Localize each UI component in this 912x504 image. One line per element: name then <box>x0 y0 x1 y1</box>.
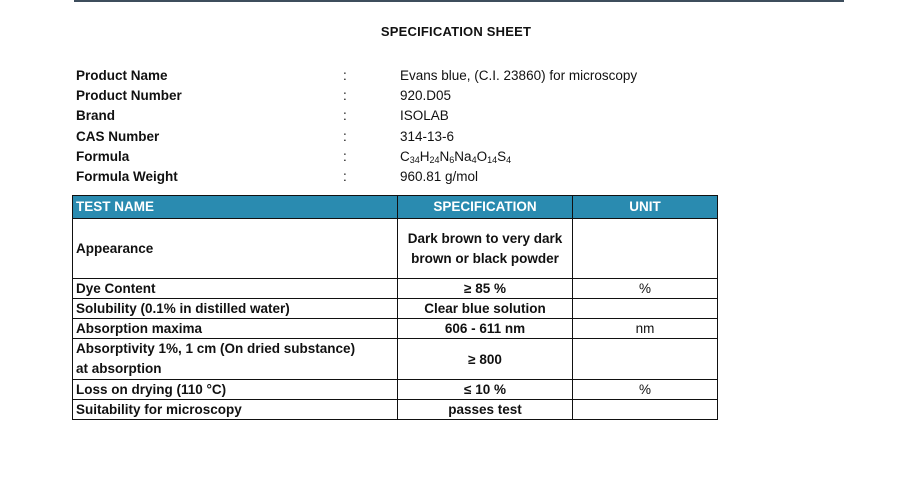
table-row <box>73 299 718 319</box>
unit-value <box>573 339 718 380</box>
table-row <box>73 279 718 299</box>
spec-value: ≥ 85 % <box>398 279 573 299</box>
unit-value <box>573 400 718 420</box>
info-colon: : <box>343 168 347 184</box>
info-label: Formula Weight <box>76 168 178 184</box>
formula-value: $C_{34}H_{24}N_6Na_4O_{14}S_4$ <box>400 148 512 165</box>
test-name: Appearance <box>73 219 398 279</box>
table-row <box>73 380 718 400</box>
specification-table <box>72 195 718 420</box>
info-label: Brand <box>76 108 116 124</box>
info-label: CAS Number <box>76 128 160 144</box>
spec-value: 606 - 611 nm <box>398 319 573 339</box>
info-colon: : <box>343 128 347 144</box>
info-label: Product Name <box>76 68 168 83</box>
info-row-product-number <box>76 86 716 106</box>
info-label: Formula <box>76 148 130 164</box>
info-row-formula <box>76 147 716 167</box>
table-row <box>73 400 718 420</box>
page-title: SPECIFICATION SHEET <box>380 24 532 39</box>
spec-value: ≥ 800 <box>398 339 573 380</box>
info-colon: : <box>343 88 347 104</box>
spec-value: Dark brown to very dark brown or black powder <box>398 219 573 279</box>
top-rule <box>74 0 844 2</box>
info-colon: : <box>343 68 347 83</box>
info-value: ISOLAB <box>400 108 449 124</box>
info-row-product-name <box>76 66 716 86</box>
unit-value <box>573 219 718 279</box>
spec-value: passes test <box>398 400 573 420</box>
info-colon: : <box>343 108 347 124</box>
spec-value: Clear blue solution <box>398 299 573 319</box>
info-value: Evans blue, (C.I. 23860) for microscopy <box>400 68 638 83</box>
info-row-formula-weight <box>76 167 716 187</box>
info-row-cas-number <box>76 127 716 147</box>
test-name: Dye Content <box>73 279 398 299</box>
header-specification: SPECIFICATION <box>398 196 573 219</box>
info-value: 960.81 g/mol <box>400 168 479 184</box>
info-row-brand <box>76 106 716 126</box>
table-row <box>73 219 718 279</box>
info-value: 920.D05 <box>400 88 452 104</box>
test-name: Absorptivity 1%, 1 cm (On dried substance) at absorption <box>73 339 398 380</box>
spec-value: ≤ 10 % <box>398 380 573 400</box>
table-row <box>73 319 718 339</box>
table-header-row <box>73 196 718 219</box>
unit-value <box>573 299 718 319</box>
header-test-name: TEST NAME <box>73 196 398 219</box>
test-name: Absorption maxima <box>73 319 398 339</box>
header-unit: UNIT <box>573 196 718 219</box>
info-label: Product Number <box>76 88 182 104</box>
test-name: Loss on drying (110 °C) <box>73 380 398 400</box>
test-name: Suitability for microscopy <box>73 400 398 420</box>
info-colon: : <box>343 148 347 164</box>
unit-value: % <box>573 279 718 299</box>
unit-value: % <box>573 380 718 400</box>
table-row <box>73 339 718 380</box>
test-name: Solubility (0.1% in distilled water) <box>73 299 398 319</box>
product-info <box>76 66 716 187</box>
unit-value: nm <box>573 319 718 339</box>
info-value: 314-13-6 <box>400 128 455 144</box>
